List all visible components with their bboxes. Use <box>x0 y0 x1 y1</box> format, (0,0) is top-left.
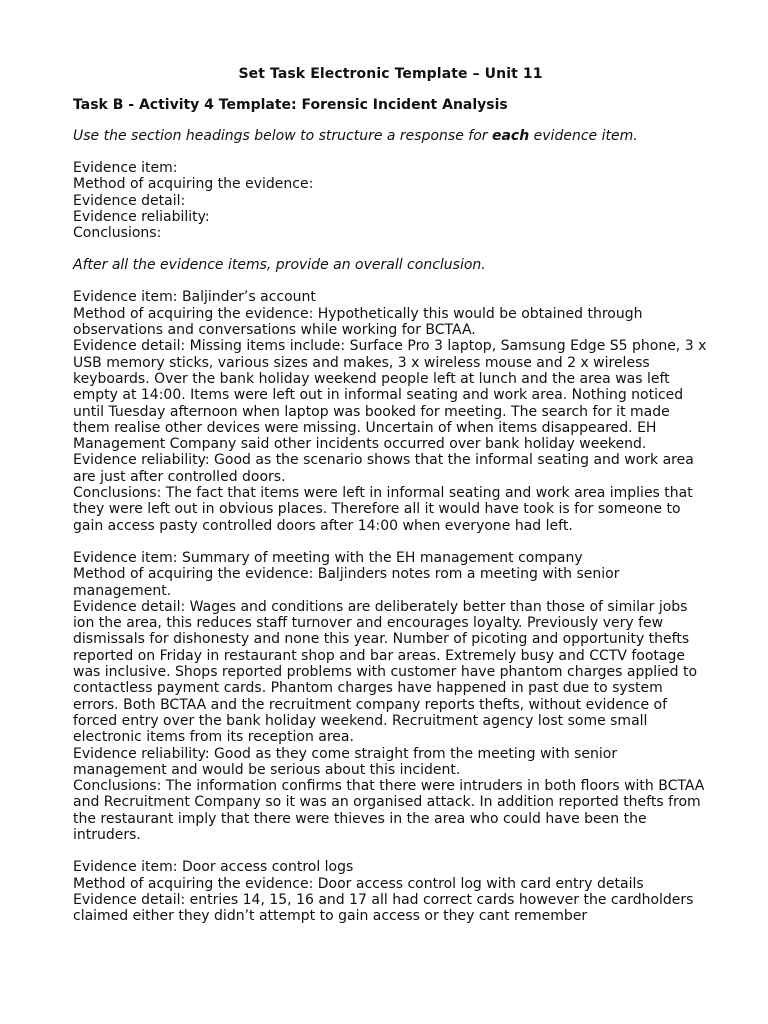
evidence-method: Method of acquiring the evidence: Baljinders notes rom a meeting with senior management. <box>73 566 620 599</box>
evidence-detail: Evidence detail: Missing items include: Surface Pro 3 laptop, Samsung Edge S5 phone, 3 x USB memory sticks, various sizes and makes, 3 x wireless mouse and 2 x wireless keyboards. Over the bank holiday weekend people left at lunch and the area was left empty at 14:00. Items were left out in informal seating and work area. Nothing noticed until Tuesday afternoon when laptop was booked for meeting. The search for it made them realise other devices were missing. Uncertain of when items disappeared. EH Management Company said other incidents occurred over bank holiday weekend. <box>73 338 707 453</box>
evidence-block-meeting <box>73 550 708 843</box>
evidence-block-baljinder <box>73 289 708 533</box>
evidence-conclusions: Conclusions: The fact that items were left in informal seating and work area implies that they were left out in obvious places. Therefore all it would have took is for someone to gain access pasty controlled doors after 14:00 when everyone had left. <box>73 485 693 534</box>
evidence-reliability: Evidence reliability: Good as they come straight from the meeting with senior management and would be serious about this incident. <box>73 745 618 778</box>
document-title: Set Task Electronic Template – Unit 11 <box>238 66 543 82</box>
heading-evidence-item: Evidence item: <box>73 160 178 176</box>
evidence-detail: Evidence detail: Wages and conditions are deliberately better than those of similar jobs ion the area, this reduces staff turnover and encourages loyalty. Previously very few dismissals for dishonesty and none this year. Number of picoting and opportunity thefts reported on Friday in restaurant shop and bar areas. Extremely busy and CCTV footage was inclusive. Shops reported problems with customer have phantom charges applied to contactless payment cards. Phantom charges have happened in past due to system errors. Both BCTAA and the recruitment company reports thefts, without evidence of forced entry over the bank holiday weekend. Recruitment agency lost some small electronic items from its reception area. <box>73 598 698 746</box>
evidence-item: Evidence item: Door access control logs <box>73 859 354 876</box>
instruction-text <box>73 128 708 144</box>
evidence-item: Evidence item: Baljinder’s account <box>73 289 316 306</box>
instruction-emphasis: each <box>491 128 530 144</box>
heading-reliability: Evidence reliability: <box>73 208 210 225</box>
overall-conclusion-instruction: After all the evidence items, provide an overall conclusion. <box>73 257 486 274</box>
instruction-prefix: Use the section headings below to structure a response for <box>73 128 492 144</box>
evidence-block-door-logs <box>73 859 708 924</box>
evidence-detail: Evidence detail: entries 14, 15, 16 and 17 all had correct cards however the cardholders claimed either they didn’t attempt to gain access or they cant remember <box>73 891 694 925</box>
evidence-conclusions: Conclusions: The information confirms that there were intruders in both floors with BCTAA and Recruitment Company so it was an organised attack. In addition reported thefts from the restaurant imply that there were thieves in the area who could have been the intruders. <box>73 778 705 843</box>
evidence-method: Method of acquiring the evidence: Hypothetically this would be obtained through observations and conversations while working for BCTAA. <box>73 305 643 339</box>
heading-conclusions: Conclusions: <box>73 225 162 242</box>
evidence-reliability: Evidence reliability: Good as the scenario shows that the informal seating and work area are just after controlled doors. <box>73 452 694 485</box>
section-headings-list <box>73 160 708 241</box>
heading-detail: Evidence detail: <box>73 192 186 209</box>
task-title: Task B - Activity 4 Template: Forensic Incident Analysis <box>73 97 508 113</box>
instruction-suffix: evidence item. <box>529 128 638 144</box>
heading-method: Method of acquiring the evidence: <box>73 176 314 193</box>
evidence-item: Evidence item: Summary of meeting with the EH management company <box>73 549 583 566</box>
evidence-method: Method of acquiring the evidence: Door access control log with card entry details <box>73 875 644 892</box>
